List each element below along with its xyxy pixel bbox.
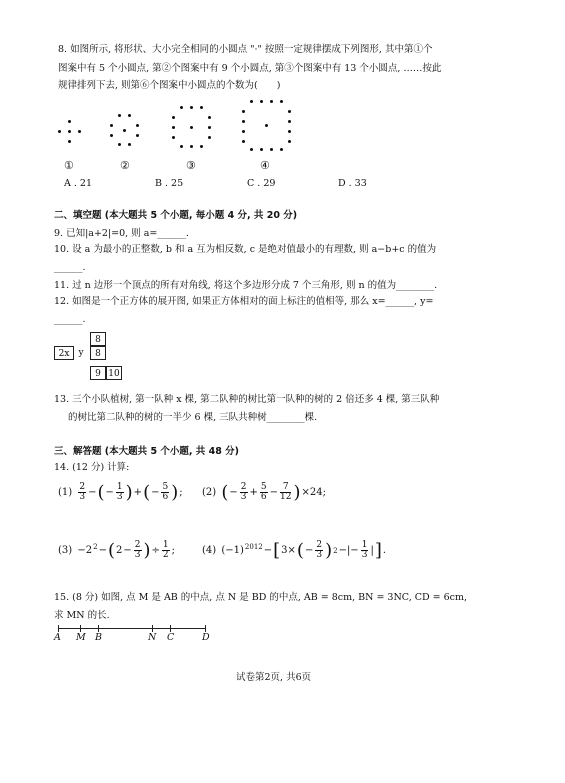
pattern-label-1: ① [64, 159, 74, 172]
dot-pattern-1 [55, 118, 85, 148]
expr-2: (2) ( − $\frac{2}{3}$ + $\frac{5}{6}$ − $\frac{7}{12}$ ) ×24; [202, 482, 326, 503]
q13-line1: 13. 三个小队植树, 第一队种 x 棵, 第二队种的树比第一队种的树的 2 倍还多 4 棵, 第三队种 [54, 394, 440, 405]
q15-line1: 15. (8 分) 如图, 点 M 是 AB 的中点, 点 N 是 BD 的中点, AB = 8cm, BN = 3NC, CD = 6cm, [54, 592, 468, 603]
dot-pattern-4 [240, 98, 292, 150]
dot-pattern-3 [170, 104, 212, 148]
option-d: D . 33 [338, 178, 367, 189]
q8-line3: 规律排列下去, 则第⑥个图案中小圆点的个数为( ) [58, 80, 281, 91]
option-c: C . 29 [247, 178, 276, 189]
page-footer: 试卷第2页, 共6页 [236, 672, 312, 683]
q13-line2: 的树比第二队种的树的一半少 6 棵, 三队共种树________棵. [68, 412, 318, 423]
section3-heading: 三、解答题 (本大题共 5 个小题, 共 48 分) [54, 446, 239, 457]
q11: 11. 过 n 边形一个顶点的所有对角线, 将这个多边形分成 7 个三角形, 则 n 的值为________. [54, 280, 438, 291]
q9: 9. 已知|a+2|=0, 则 a=______. [54, 228, 189, 239]
option-a: A . 21 [64, 178, 93, 189]
net-cell: y [78, 348, 84, 358]
section2-heading: 二、填空题 (本大题共 5 个小题, 每小题 4 分, 共 20 分) [54, 210, 298, 221]
net-cell: 8 [90, 332, 106, 346]
expr-1: (1) $\frac{2}{3}$ − ( − $\frac{1}{3}$ ) + ( − $\frac{5}{6}$ ) ; [58, 482, 183, 503]
q12-line1: 12. 如图是一个正方体的展开图, 如果正方体相对的面上标注的值相等, 那么 x=______, y= [54, 296, 434, 307]
option-b: B . 25 [155, 178, 184, 189]
segment-diagram [54, 622, 214, 652]
q12-line2: ______. [54, 314, 86, 325]
point-label: N [148, 632, 157, 643]
pattern-label-4: ④ [260, 159, 270, 172]
q8-line1: 8. 如图所示, 将形状、大小完全相同的小圆点 "·" 按照一定规律摆成下列图形, 其中第①个 [58, 44, 433, 55]
point-label: C [167, 632, 175, 643]
dot-pattern-2 [108, 112, 142, 148]
cube-net [54, 332, 134, 382]
point-label: B [95, 632, 102, 643]
q15-line2: 求 MN 的长. [54, 610, 110, 621]
point-label: D [202, 632, 210, 643]
pattern-label-2: ② [120, 159, 130, 172]
q8-line2: 图案中有 5 个小圆点, 第②个图案中有 9 个小圆点, 第③个图案中有 13 个小圆点, ……按此 [58, 63, 442, 74]
q10-line2: ______. [54, 262, 86, 273]
pattern-label-3: ③ [186, 159, 196, 172]
expr-4: (4) (−1) $^{2012}$ − [ 3× ( − $\frac{2}{3}$ ) 2 −|− $\frac{1}{3}$ | ] . [202, 540, 387, 561]
point-label: M [76, 632, 86, 643]
q14-title: 14. (12 分) 计算: [54, 462, 130, 473]
net-cell: 9 [90, 366, 106, 380]
net-cell: 10 [106, 366, 122, 380]
q10-line1: 10. 设 a 为最小的正整数, b 和 a 互为相反数, c 是绝对值最小的有理数, 则 a−b+c 的值为 [54, 244, 437, 255]
net-cell: 8 [90, 346, 106, 360]
point-label: A [54, 632, 61, 643]
expr-3: (3) −2 $^2$ − ( 2 − $\frac{2}{3}$ ) ÷ $\frac{1}{2}$ ; [58, 540, 176, 561]
net-cell: 2x [54, 346, 74, 360]
